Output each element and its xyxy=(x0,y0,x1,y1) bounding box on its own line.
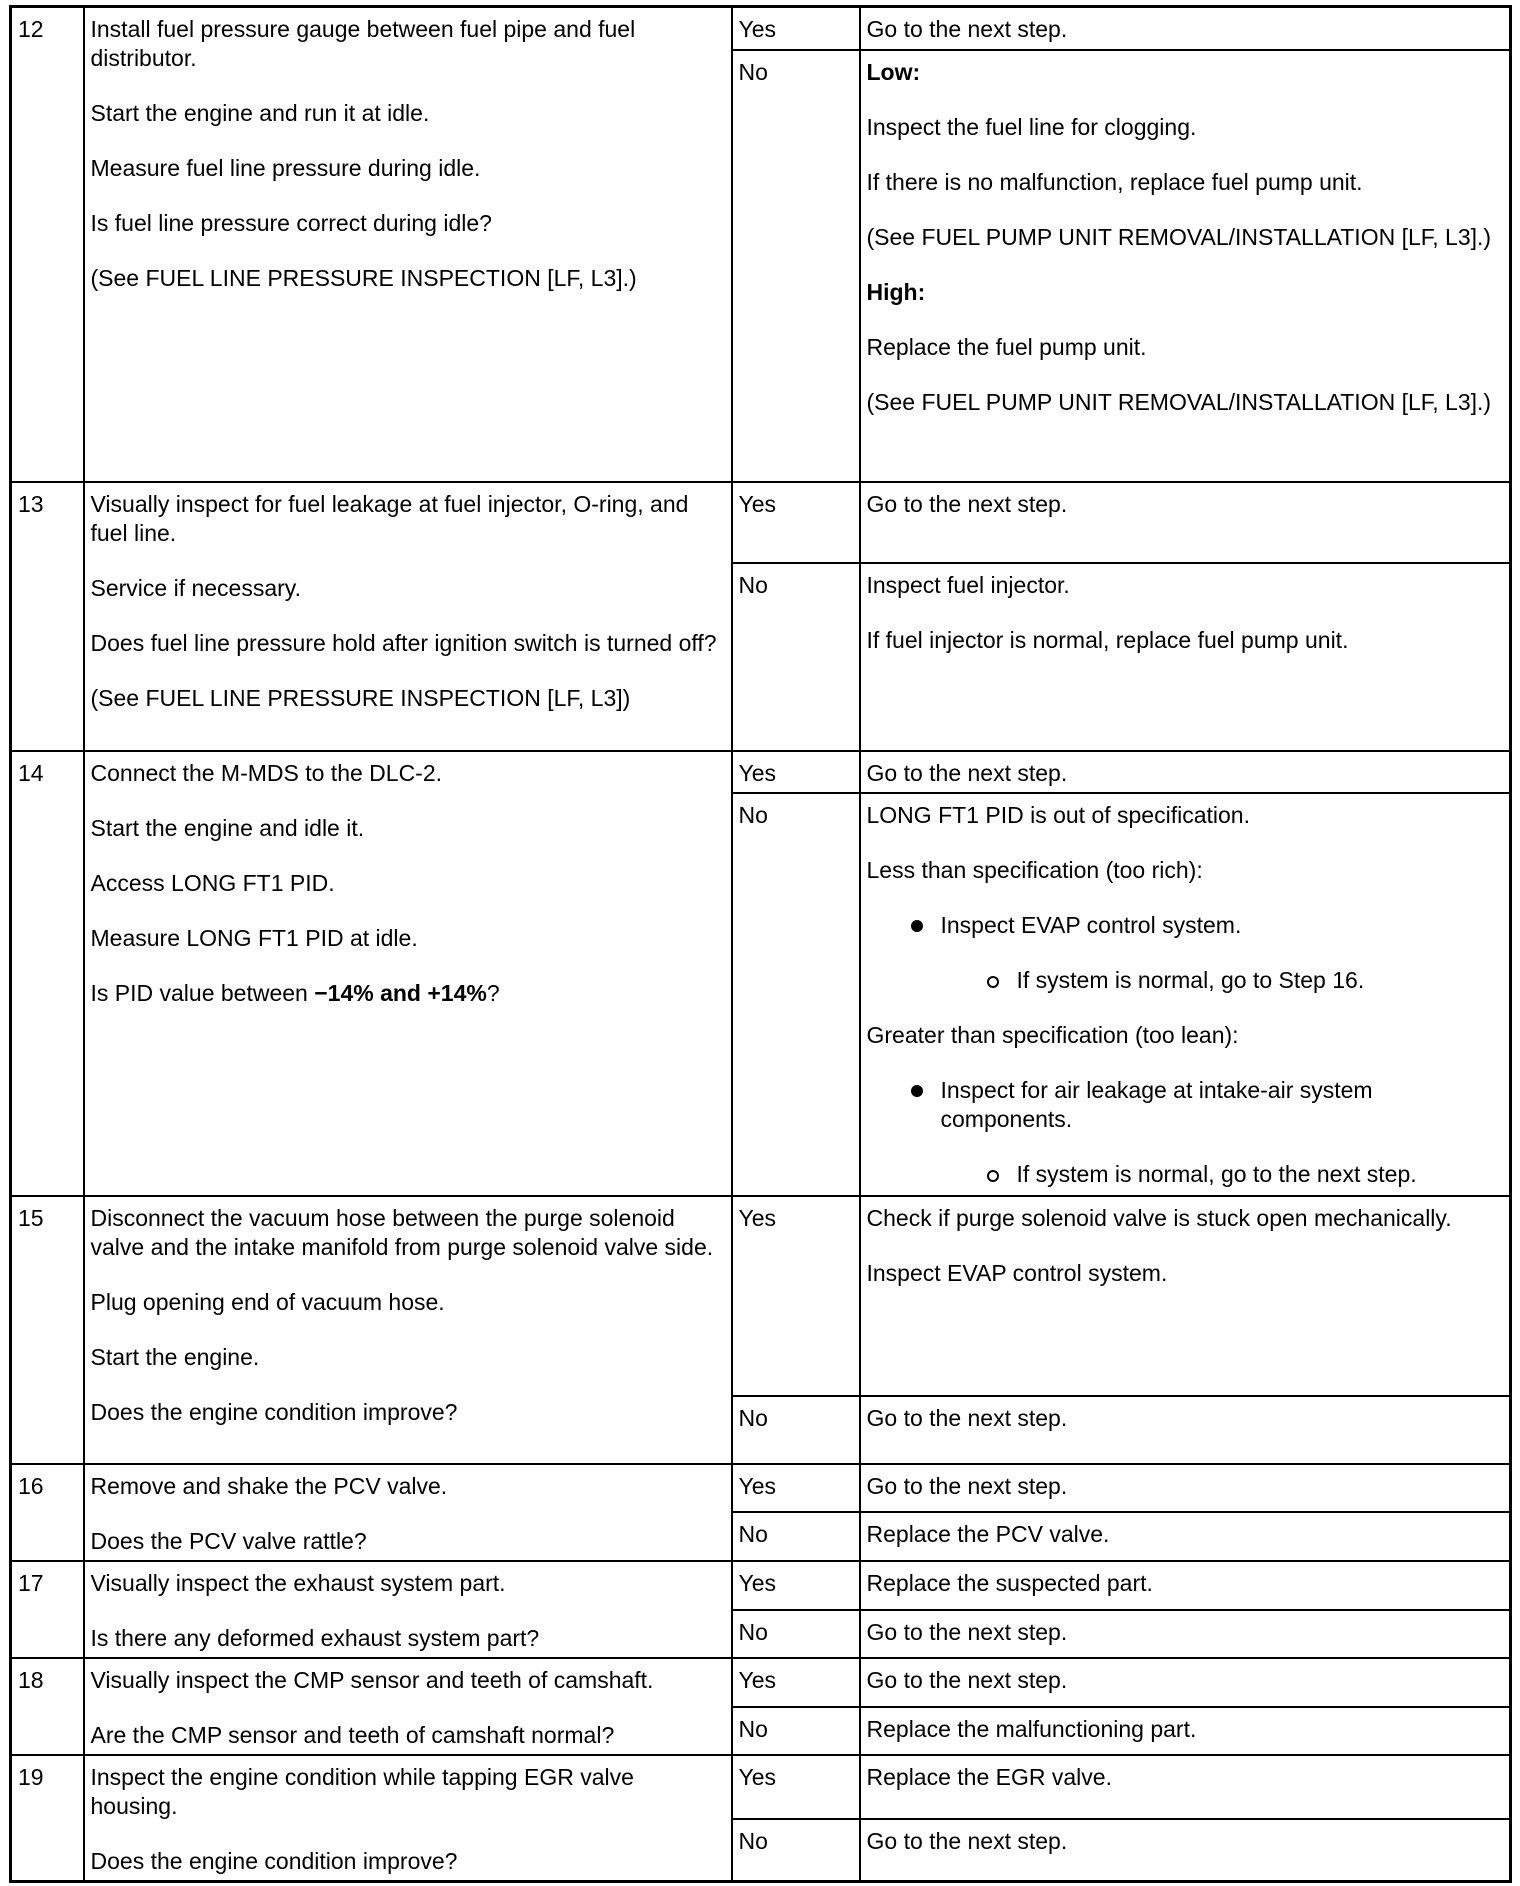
action-question: Does the engine condition improve? xyxy=(90,1847,458,1874)
step-action xyxy=(84,751,732,1196)
action-text: Start the engine. xyxy=(90,1343,260,1370)
table-row xyxy=(11,7,1511,50)
question-mark: ? xyxy=(486,979,500,1006)
no-result: Go to the next step. xyxy=(860,1819,1511,1882)
action-text: Visually inspect the exhaust system part. xyxy=(90,1569,506,1596)
yes-label: Yes xyxy=(732,1196,860,1396)
yes-label: Yes xyxy=(732,7,860,50)
no-result: Replace the malfunctioning part. xyxy=(860,1707,1511,1755)
table-row xyxy=(11,482,1511,563)
step-number: 16 xyxy=(11,1464,84,1561)
action-text: Disconnect the vacuum hose between the purge solenoid valve and the intake manifold from purge solenoid valve side. xyxy=(90,1204,714,1260)
step-action xyxy=(84,7,732,482)
result-reference: (See FUEL PUMP UNIT REMOVAL/INSTALLATION [LF, L3].) xyxy=(866,388,1492,415)
action-text: Service if necessary. xyxy=(90,574,301,601)
action-reference: (See FUEL LINE PRESSURE INSPECTION [LF, L3].) xyxy=(90,265,637,291)
action-text: Does fuel line pressure hold after ignition switch is turned off? xyxy=(90,629,717,656)
diagnostic-procedure-table xyxy=(9,5,1512,1883)
action-text: Visually inspect for fuel leakage at fuel injector, O-ring, and fuel line. xyxy=(90,490,689,546)
action-text: Visually inspect the CMP sensor and teeth of camshaft. xyxy=(90,1666,654,1693)
yes-result: Replace the suspected part. xyxy=(860,1561,1511,1610)
action-question: Does the PCV valve rattle? xyxy=(90,1527,367,1554)
step-action xyxy=(84,1196,732,1464)
step-action xyxy=(84,1658,732,1755)
rich-label: Less than specification (too rich): xyxy=(866,856,1203,883)
action-question: Are the CMP sensor and teeth of camshaft normal? xyxy=(90,1721,615,1748)
no-label: No xyxy=(732,1396,860,1464)
step-action xyxy=(84,482,732,751)
action-question: Is there any deformed exhaust system part? xyxy=(90,1624,540,1651)
list-item: If system is normal, go to Step 16. xyxy=(1017,966,1504,995)
low-label: Low: xyxy=(866,58,921,85)
table-row xyxy=(11,1196,1511,1396)
step-number: 19 xyxy=(11,1755,84,1882)
table-row xyxy=(11,1464,1511,1512)
no-label: No xyxy=(732,1610,860,1658)
high-label: High: xyxy=(866,278,926,305)
action-text: Start the engine and idle it. xyxy=(90,814,365,841)
no-label: No xyxy=(732,1819,860,1882)
no-label: No xyxy=(732,1512,860,1561)
no-result xyxy=(860,563,1511,751)
list-item: Inspect EVAP control system. xyxy=(941,911,1504,940)
action-text: Remove and shake the PCV valve. xyxy=(90,1472,448,1499)
yes-result: Replace the EGR valve. xyxy=(860,1755,1511,1819)
action-text: Measure fuel line pressure during idle. xyxy=(90,155,481,181)
yes-label: Yes xyxy=(732,482,860,563)
no-label: No xyxy=(732,793,860,1196)
lean-label: Greater than specification (too lean): xyxy=(866,1021,1239,1048)
bullet-list xyxy=(867,911,1504,940)
table-row xyxy=(11,1658,1511,1707)
yes-result: Go to the next step. xyxy=(860,1464,1511,1512)
no-result xyxy=(860,50,1511,482)
result-text: Inspect EVAP control system. xyxy=(866,1259,1168,1286)
step-action xyxy=(84,1755,732,1882)
step-number: 15 xyxy=(11,1196,84,1464)
yes-result xyxy=(860,751,1511,793)
yes-label: Yes xyxy=(732,751,860,793)
no-result: Replace the PCV valve. xyxy=(860,1512,1511,1561)
action-text: Plug opening end of vacuum hose. xyxy=(90,1288,445,1315)
yes-result xyxy=(860,482,1511,563)
yes-label: Yes xyxy=(732,1464,860,1512)
no-result xyxy=(860,1396,1511,1464)
action-text: Install fuel pressure gauge between fuel pipe and fuel distributor. xyxy=(90,16,636,71)
result-text: If fuel injector is normal, replace fuel pump unit. xyxy=(866,626,1349,653)
action-text: Inspect the engine condition while tapping EGR valve housing. xyxy=(90,1763,634,1819)
step-number: 13 xyxy=(11,482,84,751)
no-label: No xyxy=(732,50,860,482)
result-text: Replace the fuel pump unit. xyxy=(866,333,1147,360)
result-text: Inspect the fuel line for clogging. xyxy=(866,113,1197,140)
result-text: Go to the next step. xyxy=(866,16,1068,42)
step-number: 18 xyxy=(11,1658,84,1755)
yes-label: Yes xyxy=(732,1755,860,1819)
no-result: Go to the next step. xyxy=(860,1610,1511,1658)
pid-range: −14% and +14% xyxy=(314,979,487,1006)
no-result xyxy=(860,793,1511,1196)
question-text: Is PID value between xyxy=(90,979,315,1006)
result-text: Go to the next step. xyxy=(866,490,1068,517)
step-number: 17 xyxy=(11,1561,84,1658)
result-text: Go to the next step. xyxy=(866,759,1068,786)
result-text: If there is no malfunction, replace fuel pump unit. xyxy=(866,168,1363,195)
action-question: Does the engine condition improve? xyxy=(90,1398,458,1425)
table-row xyxy=(11,1561,1511,1610)
action-question xyxy=(91,979,725,1008)
sub-list xyxy=(867,1160,1504,1189)
result-text: Inspect fuel injector. xyxy=(866,571,1070,598)
yes-result xyxy=(860,1196,1511,1396)
action-text: Connect the M-MDS to the DLC-2. xyxy=(90,759,443,786)
step-number: 14 xyxy=(11,751,84,1196)
step-number: 12 xyxy=(11,7,84,482)
table-row xyxy=(11,1755,1511,1819)
action-text: Access LONG FT1 PID. xyxy=(90,869,335,896)
result-text: LONG FT1 PID is out of specification. xyxy=(866,801,1250,828)
yes-label: Yes xyxy=(732,1658,860,1707)
yes-label: Yes xyxy=(732,1561,860,1610)
result-reference: (See FUEL PUMP UNIT REMOVAL/INSTALLATION [LF, L3].) xyxy=(866,223,1492,250)
bullet-list xyxy=(867,1076,1504,1134)
list-item: If system is normal, go to the next step. xyxy=(1017,1160,1504,1189)
no-label: No xyxy=(732,1707,860,1755)
action-text: Is fuel line pressure correct during idle? xyxy=(90,210,492,236)
yes-result: Go to the next step. xyxy=(860,1658,1511,1707)
result-text: Check if purge solenoid valve is stuck open mechanically. xyxy=(866,1204,1452,1231)
table-row xyxy=(11,751,1511,793)
action-reference: (See FUEL LINE PRESSURE INSPECTION [LF, L3]) xyxy=(90,684,631,711)
step-action xyxy=(84,1561,732,1658)
sub-list xyxy=(867,966,1504,995)
yes-result xyxy=(860,7,1511,50)
action-text: Measure LONG FT1 PID at idle. xyxy=(90,924,418,951)
result-text: Go to the next step. xyxy=(866,1404,1068,1431)
list-item: Inspect for air leakage at intake-air system components. xyxy=(941,1076,1504,1134)
action-text: Start the engine and run it at idle. xyxy=(90,100,430,126)
no-label: No xyxy=(732,563,860,751)
step-action xyxy=(84,1464,732,1561)
